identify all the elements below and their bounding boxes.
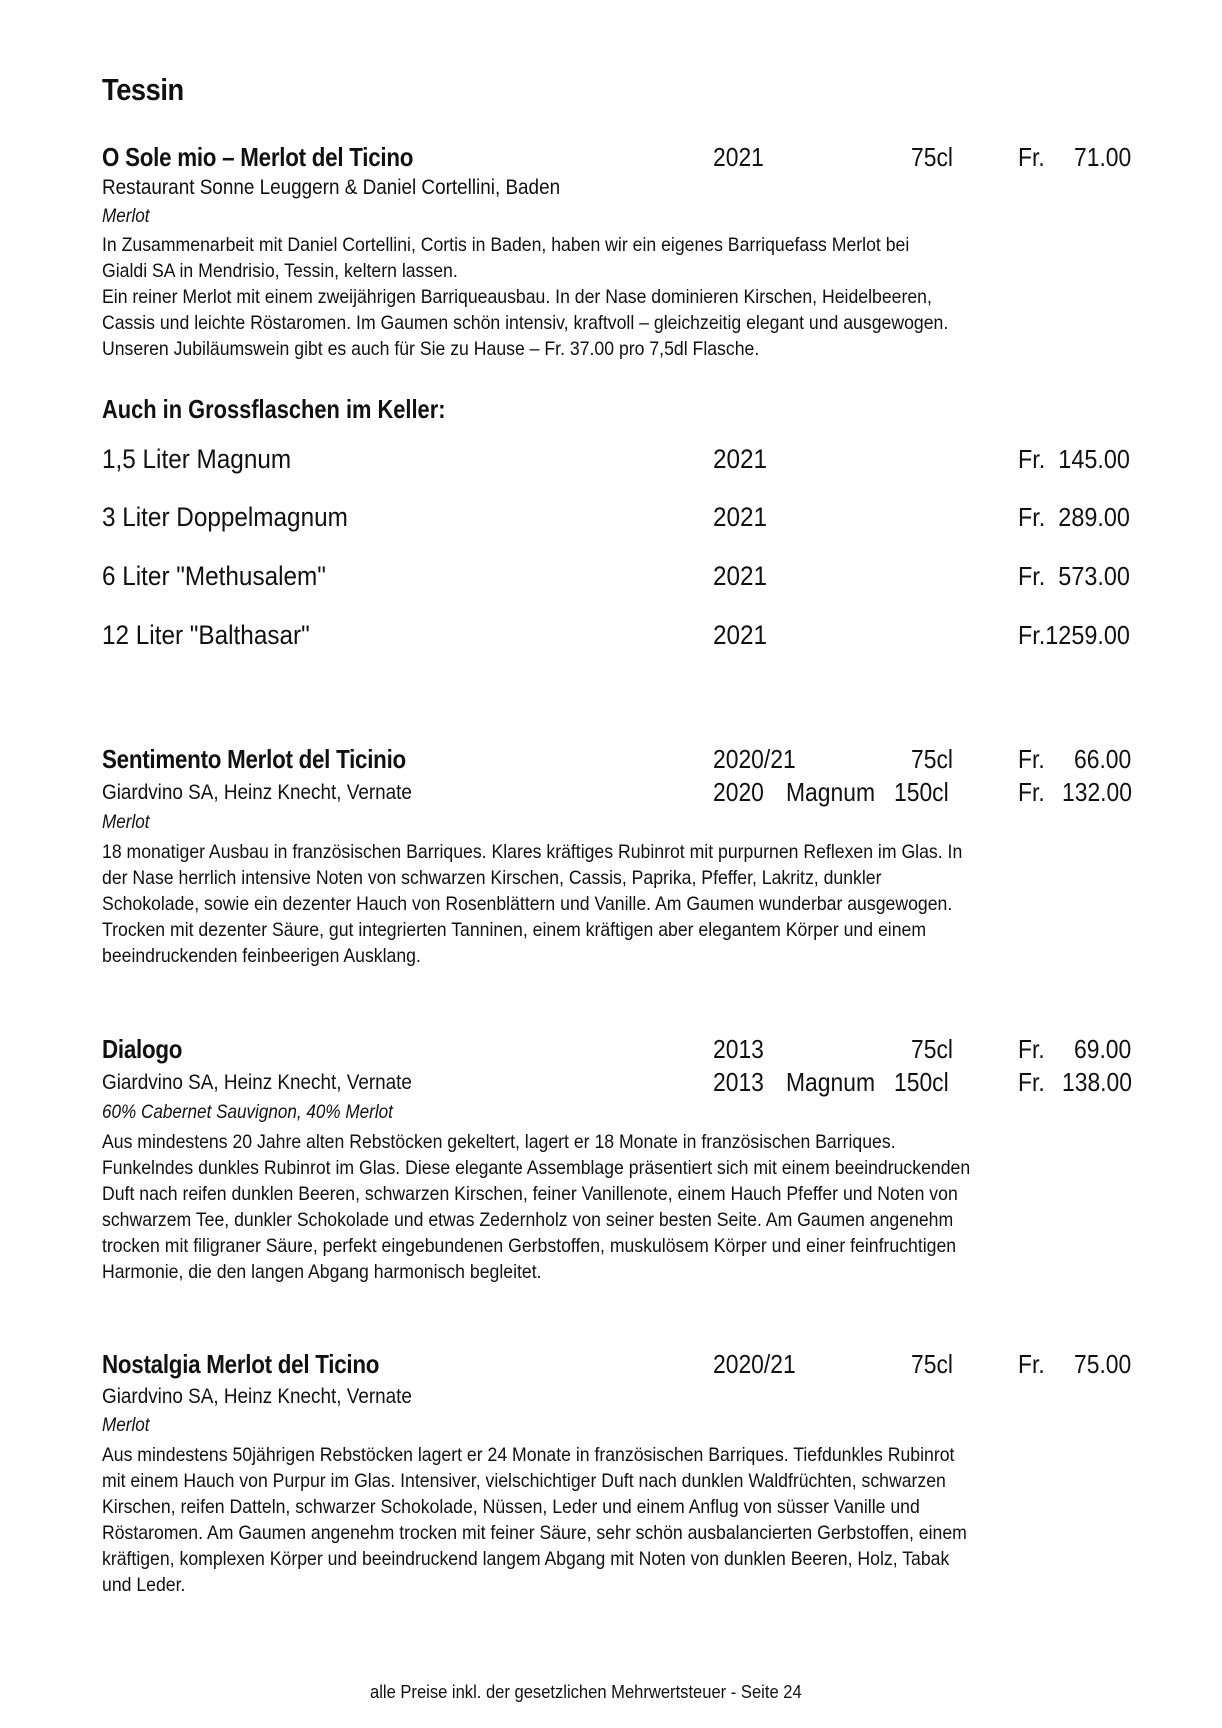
- wine-description: [102, 1442, 1088, 1598]
- grape-variety: Merlot: [102, 206, 150, 227]
- price: Fr. 573.00: [1018, 561, 1130, 591]
- currency: Fr.: [1018, 777, 1045, 807]
- producer: Giardvino SA, Heinz Knecht, Vernate: [102, 781, 412, 804]
- wine-description: [102, 232, 1088, 362]
- currency: Fr.: [1018, 1034, 1045, 1064]
- wine-name: Dialogo: [102, 1034, 183, 1064]
- price: Fr.1259.00: [1018, 620, 1130, 650]
- currency: Fr.: [1018, 1349, 1045, 1379]
- grape-variety: Merlot: [102, 1415, 150, 1436]
- description-line: schwarzem Tee, dunkler Schokolade und etwas Zedernholz von seiner besten Seite. Am Gaumen angenehm: [102, 1209, 954, 1231]
- description-line: Harmonie, die den langen Abgang harmonisch begleitet.: [102, 1261, 542, 1283]
- price: 138.00: [1062, 1067, 1132, 1097]
- format-label: 12 Liter "Balthasar": [102, 620, 310, 650]
- format-label: 6 Liter "Methusalem": [102, 561, 326, 591]
- page-footer: alle Preise inkl. der gesetzlichen Mehrwertsteuer - Seite 24: [370, 1682, 802, 1702]
- price: Fr. 289.00: [1018, 502, 1130, 532]
- vintage: 2021: [713, 620, 768, 650]
- wine-description: [102, 1129, 1088, 1285]
- bottle-size: 150cl: [894, 1067, 949, 1097]
- description-line: kräftigen, komplexen Körper und beeindruckend langem Abgang mit Noten von dunklen Beeren, Holz, Tabak: [102, 1548, 950, 1570]
- bottle-size: 150cl: [894, 777, 949, 807]
- format-label: 3 Liter Doppelmagnum: [102, 502, 348, 532]
- description-line: beeindruckenden feinbeerigen Ausklang.: [102, 945, 421, 967]
- description-line: trocken mit filigraner Säure, perfekt eingebundenen Gerbstoffen, muskulösem Körper und einer feinfruchtigen: [102, 1235, 957, 1257]
- description-line: 18 monatiger Ausbau in französischen Barriques. Klares kräftiges Rubinrot mit purpurnen Reflexen im Glas. In: [102, 841, 963, 863]
- description-line: Schokolade, sowie ein dezenter Hauch von Rosenblättern und Vanille. Am Gaumen wunderbar ausgewogen.: [102, 893, 953, 915]
- producer: Giardvino SA, Heinz Knecht, Vernate: [102, 1385, 412, 1408]
- price: 75.00: [1074, 1349, 1132, 1379]
- producer: Giardvino SA, Heinz Knecht, Vernate: [102, 1071, 412, 1094]
- wine-name: Sentimento Merlot del Ticinio: [102, 744, 406, 774]
- description-line: und Leder.: [102, 1574, 186, 1596]
- wine-name: O Sole mio – Merlot del Ticino: [102, 142, 414, 172]
- description-line: Cassis und leichte Röstaromen. Im Gaumen schön intensiv, kraftvoll – gleichzeitig elegant und ausgewogen.: [102, 312, 949, 334]
- grape-variety: Merlot: [102, 812, 150, 833]
- format-label: 1,5 Liter Magnum: [102, 444, 292, 474]
- vintage: 2021: [713, 444, 768, 474]
- description-line: Trocken mit dezenter Säure, gut integrierten Tanninen, einem kräftigen aber elegantem Körper und einem: [102, 919, 927, 941]
- bottle-size: 75cl: [911, 1349, 953, 1379]
- vintage: 2021: [713, 142, 764, 172]
- vintage: 2020/21: [713, 1349, 796, 1379]
- wine-description: [102, 839, 1088, 969]
- description-line: Röstaromen. Am Gaumen angenehm trocken mit feiner Säure, sehr schön ausbalancierten Gerbstoffen, einem: [102, 1522, 967, 1544]
- bottle-size: 75cl: [911, 744, 953, 774]
- vintage: 2020: [713, 777, 764, 807]
- description-line: In Zusammenarbeit mit Daniel Cortellini, Cortis in Baden, haben wir ein eigenes Barriquefass Merlot bei: [102, 234, 910, 256]
- bottle-size: 75cl: [911, 142, 953, 172]
- large-formats-heading: Auch in Grossflaschen im Keller:: [102, 394, 446, 424]
- description-line: Aus mindestens 20 Jahre alten Rebstöcken gekeltert, lagert er 18 Monate in französischen Barriques.: [102, 1131, 896, 1153]
- wine-name: Nostalgia Merlot del Ticino: [102, 1349, 380, 1379]
- producer: Restaurant Sonne Leuggern & Daniel Cortellini, Baden: [102, 176, 561, 199]
- bottle-size: 75cl: [911, 1034, 953, 1064]
- grape-variety: 60% Cabernet Sauvignon, 40% Merlot: [102, 1102, 393, 1123]
- price: 69.00: [1074, 1034, 1132, 1064]
- price: Fr. 145.00: [1018, 444, 1130, 474]
- vintage: 2013: [713, 1034, 764, 1064]
- description-line: Gialdi SA in Mendrisio, Tessin, keltern lassen.: [102, 260, 458, 282]
- price: 66.00: [1074, 744, 1132, 774]
- bottle-format: Magnum: [786, 777, 876, 807]
- description-line: Duft nach reifen dunklen Beeren, schwarzen Kirschen, feiner Vanillenote, einem Hauch Pfeffer und Noten von: [102, 1183, 958, 1205]
- description-line: Kirschen, reifen Datteln, schwarzer Schokolade, Nüssen, Leder und einem Anflug von süsser Vanille und: [102, 1496, 920, 1518]
- description-line: der Nase herrlich intensive Noten von schwarzen Kirschen, Cassis, Paprika, Pfeffer, Lakritz, dunkler: [102, 867, 882, 889]
- description-line: Ein reiner Merlot mit einem zweijährigen Barriqueausbau. In der Nase dominieren Kirschen, Heidelbeeren,: [102, 286, 932, 308]
- description-line: mit einem Hauch von Purpur im Glas. Intensiver, vielschichtiger Duft nach dunklen Waldfrüchten, schwarzen: [102, 1470, 946, 1492]
- price: 132.00: [1062, 777, 1132, 807]
- vintage: 2020/21: [713, 744, 796, 774]
- vintage: 2013: [713, 1067, 764, 1097]
- section-title: Tessin: [102, 72, 184, 107]
- currency: Fr.: [1018, 744, 1045, 774]
- currency: Fr.: [1018, 1067, 1045, 1097]
- description-line: Aus mindestens 50jährigen Rebstöcken lagert er 24 Monate in französischen Barriques. Tiefdunkles Rubinrot: [102, 1444, 955, 1466]
- currency: Fr.: [1018, 142, 1045, 172]
- bottle-format: Magnum: [786, 1067, 876, 1097]
- description-line: Unseren Jubiläumswein gibt es auch für Sie zu Hause – Fr. 37.00 pro 7,5dl Flasche.: [102, 338, 760, 360]
- vintage: 2021: [713, 502, 768, 532]
- price: 71.00: [1074, 142, 1132, 172]
- description-line: Funkelndes dunkles Rubinrot im Glas. Diese elegante Assemblage präsentiert sich mit einem beeindruckenden: [102, 1157, 971, 1179]
- vintage: 2021: [713, 561, 768, 591]
